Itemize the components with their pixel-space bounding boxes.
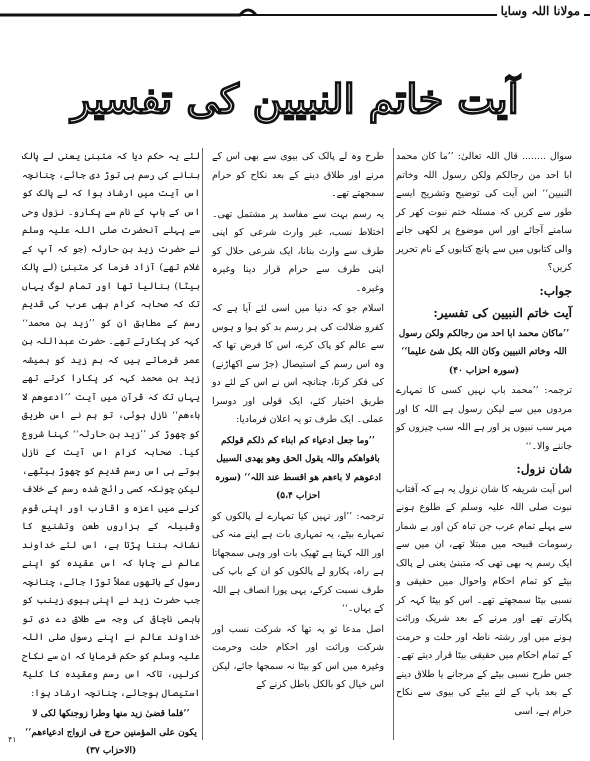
author-name: مولانا اللہ وسایا xyxy=(497,4,584,18)
header-ornament-icon xyxy=(0,0,260,30)
section-heading: شان نزول: xyxy=(516,462,572,476)
paragraph: اس آیت شریفہ کا شان نزول یہ ہے کہ آفتاب نبوت صلی اللہ علیہ وسلم کے طلوع ہونے سے پہلے تمام عرب جن تباہ کن اور بے شمار رسومات قبیحہ میں مبتلا تھے، ان میں سے ایک رسم یہ بھی تھی کہ متبنیٰ یعنی لے پالک بیٹے کو تمام احکام واحوال میں حقیقی و نسبی بیٹا سمجھتے تھے۔ اس کو بیٹا کہہ کر پکارتے تھے اور مرنے کے بعد شریک وراثت ہونے میں اور رشتہ ناطہ اور حلت و حرمت کے تمام احکام میں حقیقی بیٹا قرار دیتے تھے۔ جس طرح نسبی بیٹے کے مرجانے یا طلاق دینے کے بعد باپ کے لئے بیٹے کی بیوی سے نکاح حرام ہے، اسی xyxy=(396,483,572,717)
paragraph: سوال ........ قال اللہ تعالیٰ: ’’ما کان محمد ابا احد من رجالکم ولکن رسول اللہ وخاتم النبیین‘‘ اس آیت کی توضیح وتشریح ایسے طور سے کریں کہ مسئلہ ختم نبوت کھر کر سامنے آجائے اور اس موضوع پر لکھی جانے والی کتابوں میں سے پانچ کتابوں کے نام تحریر کریں؟ xyxy=(396,151,572,273)
paragraph: اصل مدعا تو یہ تھا کہ شرکت نسب اور شرکت وراثت اور احکام حلت وحرمت وغیرہ میں اس کو بیٹا نہ سمجھا جائے، لیکن اس خیال کو بالکل باطل کرنے کے xyxy=(212,623,384,690)
paragraph: لئے یہ حکم دیا کہ متبنیٰ یعنی لے پالک بنانے کی رسم ہی توڑ دی جائے، چنانچہ اس آیت میں ارشاد ہوا کہ لے پالک کو اس کے باپ کے نام سے پکارو۔ نزول وحی سے پہلے آنحضرت صلی اللہ علیہ وسلم نے حضرت زید بن حارثہ (جو کہ آپ کے غلام تھے) آزاد فرما کر متبنیٰ (لے پالک بیٹا) بنالیا تھا اور تمام لوگ یہاں تک کہ صحابہ کرام بھی عرب کی قدیم رسم کے مطابق ان کو ’’زید بن محمد‘‘ کہہ کر پکارتے تھے۔ حضرت عبداللہ بن عمر فرماتے ہیں کہ ہم زید کو ہمیشہ زید بن محمد کہہ کر پکارا کرتے تھے یہاں تک کہ قرآن میں آیت ’’ادعوھم لا باءھم‘‘ نازل ہوئی، تو ہم نے اس طریق کو چھوڑ کر ’’زید بن حارثہ‘‘ کہنا شروع کیا۔ صحابہ کرام اس آیت کے نازل ہوتے ہی اس رسم قدیم کو چھوڑ بیٹھے، لیکن چونکہ کسی رائج شدہ رسم کے خلاف کرنے میں اعزہ و اقارب اور اپنی قوم وقبیلہ کے ہزاروں طعن وتشنیع کا نشانہ بننا پڑتا ہے، اس لئے خداوند عالم نے چاہا کہ اس عقیدہ کو اپنے رسول کے ہاتھوں عملاً توڑا جائے، چنانچہ جب حضرت زید نے اپنی بیوی زینب کو باہمی ناچاقی کی وجہ سے طلاق دے دی تو خداوند عالم نے اپنے رسول صلی اللہ علیہ وسلم کو حکم فرمایا کہ ان سے نکاح کرلیں، تاکہ اس رسم وعقیدہ کا کلیۃً استیصال ہوجائے، چنانچہ ارشاد ہوا: xyxy=(22,151,200,699)
quran-verse: ’’وما جعل ادعیاء کم ابناء کم ذلکم قولکم بافواھکم واللہ یقول الحق وھو یھدی السبیل ادعوھم لا باءھم ھو اقسط عند اللہ‘‘ (سورہ احزاب ۵،۴) xyxy=(215,435,381,501)
translation: ترجمہ: ’’اور نہیں کیا تمہارے لے پالکوں کو تمہارے بیٹے، یہ تمہاری بات ہے اپنے منہ کی اور اللہ کہتا ہے ٹھیک بات اور وہی سمجھاتا ہے راہ، پکارو لے پالکوں کو ان کے باپ کی طرف نسبت کرکے، یہی پورا انصاف ہے اللہ کے یہاں۔‘‘ xyxy=(212,510,384,614)
text-column-right xyxy=(396,148,572,740)
page-number: ۴۱ xyxy=(8,735,17,744)
text-column-middle xyxy=(212,148,384,740)
paragraph: اسلام جو کہ دنیا میں اسی لئے آیا ہے کہ کفرو ضلالت کی ہر رسم بد کو ہوا و ہوس سے عالم کو پاک کرے، اس کا فرض تھا کہ وہ اس رسم کے استیصال (جڑ سے اکھاڑنے) کی فکر کرتا، چنانچہ اس نے اس کے لئے دو طریق اختیار کئے، ایک قولی اور دوسرا عملی۔ ایک طرف تو یہ اعلان فرمادیا: xyxy=(212,303,384,425)
quran-verse: ’’فلما قضیٰ زید منھا وطرا زوجنکھا لکی لا یکون علی المؤمنین حرج فی ازواج ادعیاءھم‘‘ (الاحزاب ۳۷) xyxy=(25,709,197,756)
quran-verse: ’’ماکان محمد ابا احد من رجالکم ولکن رسول اللہ وخاتم النبیین وکان اللہ بکل شئ علیما‘‘ (سورہ احزاب ۴۰) xyxy=(398,328,570,376)
translation: ترجمہ: ’’محمد باپ نہیں کسی کا تمہارے مردوں میں سے لیکن رسول ہے اللہ کا اور مہر سب نبیوں پر اور ہے اللہ سب چیزوں کو جاننے والا۔‘‘ xyxy=(396,385,572,452)
section-heading: آیت خاتم النبیین کی تفسیر: xyxy=(433,306,572,320)
text-column-left xyxy=(22,148,200,756)
article-title: آیت خاتم النبیین کی تفسیر xyxy=(71,76,519,123)
column-divider xyxy=(393,148,394,740)
running-header xyxy=(0,0,590,30)
paragraph: یہ رسم بہت سے مفاسد پر مشتمل تھی۔ اختلاط نسب، غیر وارث شرعی کو اپنی طرف سے وارث بنانا، ایک شرعی حلال کو اپنی طرف سے حرام قرار دینا وغیرہ وغیرہ۔ xyxy=(212,208,384,294)
paragraph: طرح وہ لے پالک کی بیوی سے بھی اس کے مرنے اور طلاق دینے کے بعد نکاح کو حرام سمجھتے تھے۔ xyxy=(212,151,384,199)
column-divider xyxy=(202,148,203,740)
section-heading: جواب: xyxy=(539,283,572,298)
